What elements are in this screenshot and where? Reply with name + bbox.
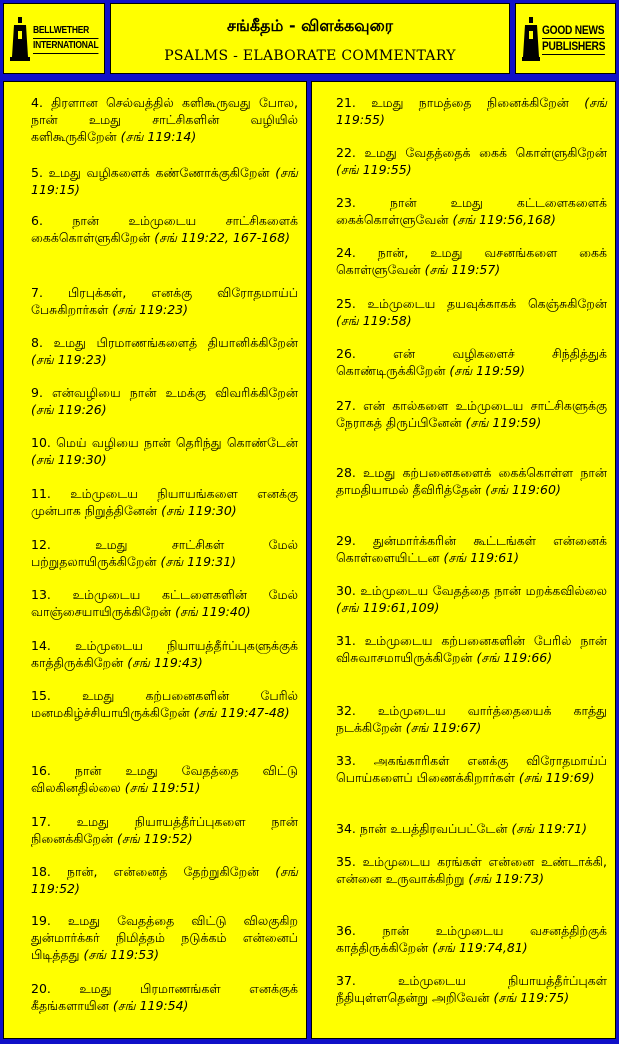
bell-tower-icon bbox=[10, 17, 30, 61]
title-box bbox=[110, 3, 510, 74]
entry-text: 19. உமது வேதத்தை விட்டு விலகுகிற துன்மார்க்கர் நிமித்தம் நடுக்கம் என்னைப் பிடித்தது bbox=[31, 913, 298, 962]
list-item bbox=[31, 334, 298, 368]
entry-text: 23. நான் உமது கட்டளைகளைக் கைக்கொள்ளுவேன் bbox=[336, 195, 607, 227]
verse-reference: (சங் 119:52) bbox=[117, 831, 193, 846]
entry-text: 26. என் வழிகளைச் சிந்தித்துக் கொண்டிருக்கிறேன் bbox=[336, 346, 607, 378]
entry-text: 14. உம்முடைய நியாயத்தீர்ப்புகளுக்குக் காத்திருக்கிறேன் bbox=[31, 638, 298, 670]
entry-text: 15. உமது கற்பனைகளின் பேரில் மனமகிழ்ச்சியாயிருக்கிறேன் bbox=[31, 688, 298, 720]
entry-text: 7. பிரபுக்கள், எனக்கு விரோதமாய்ப் பேசுகிறார்கள் bbox=[31, 285, 298, 317]
entry-text: 25. உம்முடைய தயவுக்காகக் கெஞ்சுகிறேன் bbox=[336, 296, 607, 311]
entry-text: 21. உமது நாமத்தை நினைக்கிறேன் bbox=[336, 95, 569, 110]
entry-text: 17. உமது நியாயத்தீர்ப்புகளை நான் நினைக்கிறேன் bbox=[31, 814, 298, 846]
right-column bbox=[311, 81, 616, 1039]
list-item bbox=[31, 212, 298, 246]
list-item bbox=[31, 863, 298, 897]
verse-reference: (சங் 119:30) bbox=[161, 503, 237, 518]
entry-text: 8. உமது பிரமாணங்களைத் தியானிக்கிறேன் bbox=[31, 335, 298, 350]
verse-reference: (சங் 119:74,81) bbox=[432, 940, 528, 955]
list-item bbox=[31, 164, 298, 198]
entry-text: 27. என் கால்களை உம்முடைய சாட்சிகளுக்கு நேராகத் திருப்பினேன் bbox=[336, 398, 607, 430]
entry-text: 34. நான் உபத்திரவப்பட்டேன் bbox=[336, 821, 508, 836]
verse-reference: (சங் 119:75) bbox=[493, 990, 570, 1005]
list-item bbox=[31, 762, 298, 796]
page-header bbox=[0, 0, 619, 81]
verse-reference: (சங் 119:57) bbox=[424, 262, 501, 277]
verse-reference: (சங் 119:47-48) bbox=[193, 705, 290, 720]
verse-reference: (சங் 119:54) bbox=[112, 998, 189, 1013]
title-tamil: சங்கீதம் - விளக்கவுரை bbox=[226, 16, 393, 35]
verse-reference: (சங் 119:60) bbox=[485, 482, 561, 497]
verse-reference: (சங் 119:40) bbox=[175, 604, 251, 619]
verse-reference: (சங் 119:53) bbox=[83, 947, 160, 962]
list-item bbox=[336, 532, 607, 566]
entry-text: 24. நான், உமது வசனங்களை கைக் கொள்ளுவேன் bbox=[336, 245, 607, 277]
list-item bbox=[31, 813, 298, 847]
left-column bbox=[3, 81, 307, 1039]
list-item bbox=[31, 980, 298, 1014]
verse-reference: (சங் 119:23) bbox=[112, 302, 188, 317]
title-english: PSALMS - ELABORATE COMMENTARY bbox=[164, 48, 456, 64]
entry-text: 18. நான், என்னைத் தேற்றுகிறேன் bbox=[31, 864, 260, 879]
verse-reference: (சங் 119:51) bbox=[124, 780, 201, 795]
entry-text: 16. நான் உமது வேதத்தை விட்டு விலகினதில்லை bbox=[31, 763, 298, 795]
entry-text: 10. மெய் வழியை நான் தெரிந்து கொண்டேன் bbox=[31, 435, 298, 450]
list-item bbox=[336, 582, 607, 616]
verse-reference: (சங் 119:31) bbox=[160, 554, 237, 569]
right-logo-line2: PUBLISHERS bbox=[542, 38, 606, 53]
left-logo-line1: BELLWETHER bbox=[33, 24, 98, 39]
list-item bbox=[31, 687, 298, 721]
right-logo-line1: GOOD NEWS bbox=[542, 22, 605, 37]
verse-reference: (சங் 119:69) bbox=[518, 770, 595, 785]
list-item bbox=[31, 434, 298, 468]
list-item bbox=[31, 637, 298, 671]
entry-text: 12. உமது சாட்சிகள் மேல் பற்றுதலாயிருக்கிறேன் bbox=[31, 537, 298, 569]
good-news-logo bbox=[515, 3, 616, 74]
list-item bbox=[31, 384, 298, 418]
verse-reference: (சங் 119:59) bbox=[449, 363, 525, 378]
verse-reference: (சங் 119:14) bbox=[120, 129, 197, 144]
list-item bbox=[336, 94, 607, 128]
verse-reference: (சங் 119:61) bbox=[443, 550, 520, 565]
list-item bbox=[336, 194, 607, 228]
entry-text: 5. உமது வழிகளைக் கண்ணோக்குகிறேன் bbox=[31, 165, 270, 180]
entry-text: 6. நான் உம்முடைய சாட்சிகளைக் கைக்கொள்ளுகிறேன் bbox=[31, 213, 298, 245]
left-logo-line2: INTERNATIONAL bbox=[33, 39, 98, 54]
entry-text: 37. உம்முடைய நியாயத்தீர்ப்புகள் நீதியுள்ளதென்று அறிவேன் bbox=[336, 973, 607, 1005]
verse-reference: (சங் 119:66) bbox=[476, 650, 553, 665]
list-item bbox=[336, 922, 607, 956]
entry-text: 29. துன்மார்க்கரின் கூட்டங்கள் என்னைக் கொள்ளையிட்டன bbox=[336, 533, 607, 565]
entry-text: 20. உமது பிரமாணங்கள் எனக்குக் கீதங்களாயின bbox=[31, 981, 298, 1013]
entry-text: 4. திரளான செல்வத்தில் களிகூருவது போல, நான் உமது சாட்சிகளின் வழியில் களிகூருகிறேன் bbox=[31, 95, 298, 144]
list-item bbox=[336, 144, 607, 178]
list-item bbox=[336, 464, 607, 498]
verse-reference: (சங் 119:22, 167-168) bbox=[154, 230, 290, 245]
list-item bbox=[336, 972, 607, 1006]
verse-reference: (சங் 119:15) bbox=[31, 165, 298, 197]
list-item bbox=[31, 536, 298, 570]
list-item bbox=[336, 244, 607, 278]
verse-reference: (சங் 119:23) bbox=[31, 352, 107, 367]
entry-text: 31. உம்முடைய கற்பனைகளின் பேரில் நான் விசுவாசமாயிருக்கிறேன் bbox=[336, 633, 607, 665]
entry-text: 36. நான் உம்முடைய வசனத்திற்குக் காத்திருக்கிறேன் bbox=[336, 923, 607, 955]
verse-reference: (சங் 119:55) bbox=[336, 162, 412, 177]
verse-reference: (சங் 119:52) bbox=[31, 864, 298, 896]
list-item bbox=[336, 632, 607, 666]
bellwether-logo bbox=[3, 3, 105, 74]
verse-reference: (சங் 119:26) bbox=[31, 402, 107, 417]
list-item bbox=[31, 284, 298, 318]
bell-tower-icon bbox=[522, 17, 540, 61]
list-item bbox=[336, 853, 607, 887]
list-item bbox=[336, 397, 607, 431]
entry-text: 13. உம்முடைய கட்டளைகளின் மேல் வாஞ்சையாயிருக்கிறேன் bbox=[31, 587, 298, 619]
verse-reference: (சங் 119:59) bbox=[465, 415, 542, 430]
verse-reference: (சங் 119:71) bbox=[511, 821, 588, 836]
verse-reference: (சங் 119:58) bbox=[336, 313, 412, 328]
list-item bbox=[336, 820, 607, 837]
list-item bbox=[336, 295, 607, 329]
entry-text: 32. உம்முடைய வார்த்தையைக் காத்து நடக்கிறேன் bbox=[336, 703, 607, 735]
list-item bbox=[31, 912, 298, 963]
list-item bbox=[31, 94, 298, 145]
list-item bbox=[336, 345, 607, 379]
list-item bbox=[336, 752, 607, 786]
verse-reference: (சங் 119:55) bbox=[336, 95, 607, 127]
verse-reference: (சங் 119:73) bbox=[468, 871, 544, 886]
list-item bbox=[336, 702, 607, 736]
verse-reference: (சங் 119:30) bbox=[31, 452, 107, 467]
entry-text: 33. அகங்காரிகள் எனக்கு விரோதமாய்ப் பொய்களைப் பிணைக்கிறார்கள் bbox=[336, 753, 607, 785]
entry-text: 11. உம்முடைய நியாயங்களை எனக்கு முன்பாக நிறுத்தினேன் bbox=[31, 486, 298, 518]
list-item bbox=[31, 586, 298, 620]
verse-reference: (சங் 119:61,109) bbox=[336, 600, 440, 615]
entry-text: 9. என்வழியை நான் உமக்கு விவரிக்கிறேன் bbox=[31, 385, 298, 400]
entry-text: 35. உம்முடைய கரங்கள் என்னை உண்டாக்கி, என்னை உருவாக்கிற்று bbox=[336, 854, 607, 886]
list-item bbox=[31, 485, 298, 519]
verse-reference: (சங் 119:43) bbox=[127, 655, 203, 670]
verse-reference: (சங் 119:56,168) bbox=[452, 212, 556, 227]
entry-text: 28. உமது கற்பனைகளைக் கைக்கொள்ள நான் தாமதியாமல் தீவிரித்தேன் bbox=[336, 465, 607, 497]
entry-text: 22. உமது வேதத்தைக் கைக் கொள்ளுகிறேன் bbox=[336, 145, 607, 160]
verse-reference: (சங் 119:67) bbox=[405, 720, 482, 735]
entry-text: 30. உம்முடைய வேதத்தை நான் மறக்கவில்லை bbox=[336, 583, 607, 598]
